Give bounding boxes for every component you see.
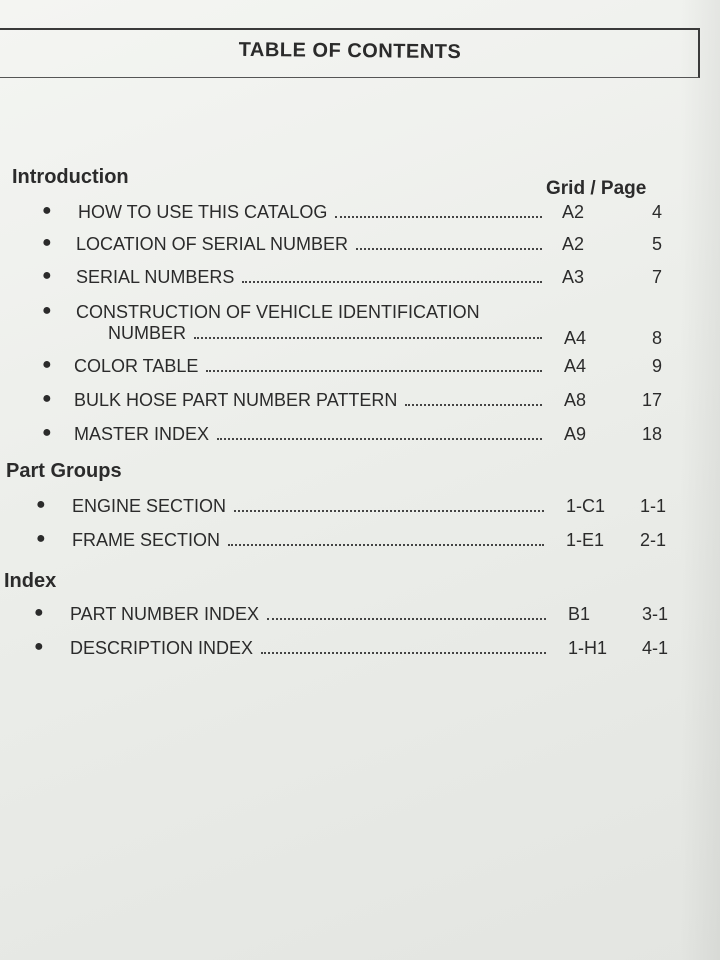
grid-page-header: Grid / Page [546, 178, 647, 199]
toc-entry-label-cont: NUMBER [108, 323, 187, 343]
toc-entry-grid: A2 [562, 202, 585, 222]
toc-entry-label: BULK HOSE PART NUMBER PATTERN [74, 390, 398, 410]
toc-entry[interactable] [0, 390, 700, 414]
toc-entry-grid: 1-C1 [566, 496, 606, 516]
section-heading-part-groups: Part Groups [6, 460, 122, 482]
toc-entry-page: 7 [651, 267, 662, 287]
toc-entry-page: 1-1 [639, 496, 666, 516]
toc-entry[interactable] [0, 424, 700, 448]
toc-entry-label: ENGINE SECTION [72, 496, 227, 516]
toc-entry[interactable] [0, 638, 700, 662]
toc-entry[interactable] [0, 604, 700, 628]
toc-entry[interactable] [0, 530, 700, 554]
section-heading-index: Index [4, 570, 57, 592]
bullet-icon: ● [42, 390, 52, 407]
bullet-icon: ● [36, 496, 46, 513]
toc-entry-grid: 1-E1 [566, 530, 605, 550]
toc-entry-grid: A4 [564, 328, 587, 348]
toc-entry-page: 18 [641, 424, 662, 444]
toc-entry-grid: A4 [564, 356, 587, 376]
toc-entry-grid: 1-H1 [568, 638, 608, 658]
bullet-icon: ● [36, 530, 46, 547]
bullet-icon: ● [42, 234, 52, 251]
toc-entry-label: SERIAL NUMBERS [76, 267, 235, 287]
bullet-icon: ● [34, 604, 44, 621]
toc-entry-page: 17 [641, 390, 662, 410]
toc-entry-page: 5 [651, 234, 662, 254]
toc-entry[interactable] [0, 234, 700, 258]
toc-entry[interactable] [0, 356, 700, 380]
toc-entry-label: LOCATION OF SERIAL NUMBER [76, 234, 349, 254]
toc-entry[interactable] [0, 202, 700, 226]
toc-entry-page: 9 [651, 356, 662, 376]
toc-entry-page: 4-1 [641, 638, 668, 658]
toc-entry-page: 3-1 [641, 604, 668, 624]
toc-entry-label: DESCRIPTION INDEX [70, 638, 254, 658]
page-title: TABLE OF CONTENTS [238, 38, 462, 64]
bullet-icon: ● [42, 302, 52, 319]
toc-entry-grid: A9 [564, 424, 587, 444]
toc-entry-page: 2-1 [639, 530, 666, 550]
toc-entry-label: FRAME SECTION [72, 530, 221, 550]
toc-entry-grid: A2 [562, 234, 585, 254]
bullet-icon: ● [34, 638, 44, 655]
toc-entry-page: 4 [651, 202, 662, 222]
toc-entry-label: MASTER INDEX [74, 424, 210, 444]
toc-entry-label: CONSTRUCTION OF VEHICLE IDENTIFICATION [76, 302, 480, 322]
toc-entry-label: COLOR TABLE [74, 356, 199, 376]
title-box [0, 28, 700, 78]
toc-entry-grid: A8 [564, 390, 587, 410]
toc-entry-label: HOW TO USE THIS CATALOG [78, 202, 328, 222]
toc-entry-grid: B1 [568, 604, 591, 624]
section-heading-introduction: Introduction [12, 166, 129, 188]
bullet-icon: ● [42, 267, 52, 284]
toc-entry-grid: A3 [562, 267, 585, 287]
toc-entry[interactable] [0, 267, 700, 291]
bullet-icon: ● [42, 424, 52, 441]
toc-entry[interactable] [0, 302, 700, 350]
bullet-icon: ● [42, 356, 52, 373]
bullet-icon: ● [42, 202, 52, 219]
toc-entry[interactable] [0, 496, 700, 520]
toc-entry-page: 8 [651, 328, 662, 348]
toc-entry-label: PART NUMBER INDEX [70, 604, 260, 624]
